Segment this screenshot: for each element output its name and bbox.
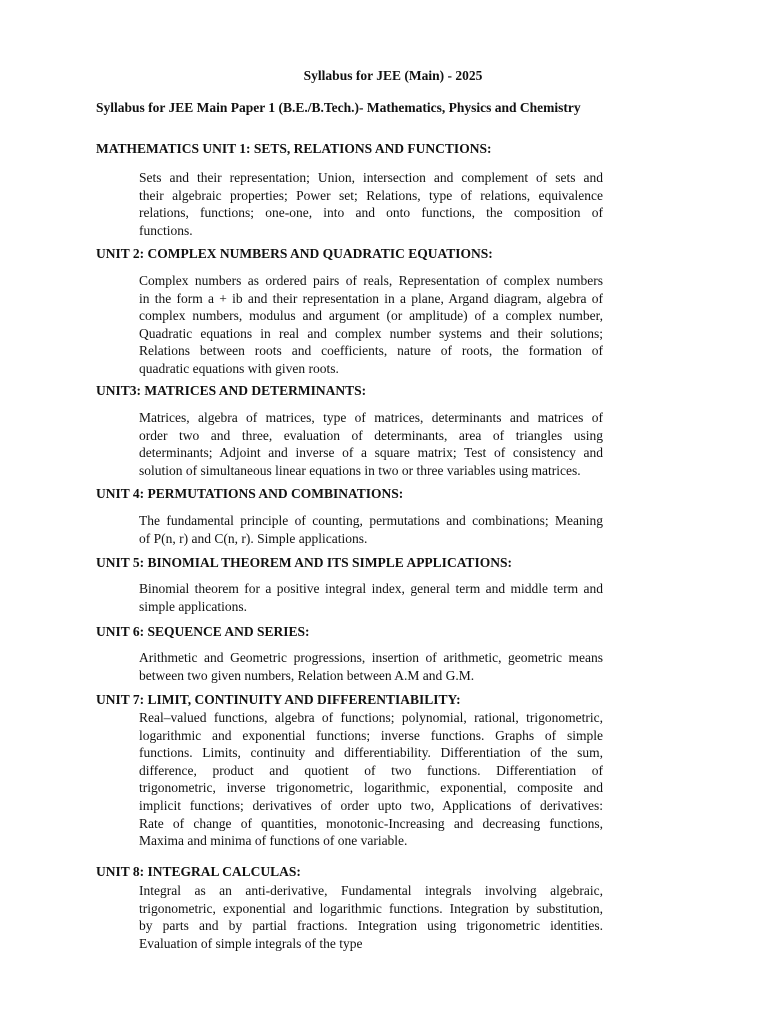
text-line: determinants; Adjoint and inverse of a square matrix; Test of consistency and <box>139 445 603 461</box>
unit-7-body <box>139 709 603 850</box>
unit-8-heading: UNIT 8: INTEGRAL CALCULAS: <box>96 864 301 879</box>
text-line: functions. <box>139 222 193 238</box>
document-title: Syllabus for JEE (Main) - 2025 <box>303 68 483 83</box>
text-line: Arithmetic and Geometric progressions, insertion of arithmetic, geometric means <box>139 650 603 665</box>
text-line: between two given numbers, Relation between A.M and G.M. <box>139 667 475 683</box>
unit-2-body <box>139 272 603 378</box>
text-line: quadratic equations with given roots. <box>139 360 339 376</box>
text-line: solution of simultaneous linear equations in two or three variables using matrices. <box>139 462 581 478</box>
text-line: Evaluation of simple integrals of the type <box>139 935 363 951</box>
text-line: Relations between roots and coefficients, nature of roots, the formation of <box>139 343 603 359</box>
text-line: Maxima and minima of functions of one variable. <box>139 833 408 849</box>
text-line: Sets and their representation; Union, intersection and complement of sets and <box>139 170 603 185</box>
unit-3-body <box>139 409 603 479</box>
text-line: functions. Limits, continuity and differentiability. Differentiation of the sum, <box>139 745 603 761</box>
unit-1-heading: MATHEMATICS UNIT 1: SETS, RELATIONS AND FUNCTIONS: <box>96 141 492 156</box>
text-line: trigonometric, inverse trigonometric, logarithmic, exponential, composite and <box>139 780 603 796</box>
text-line: logarithmic and exponential functions; inverse functions. Graphs of simple <box>139 727 603 743</box>
document-subtitle: Syllabus for JEE Main Paper 1 (B.E./B.Tech.)- Mathematics, Physics and Chemistry <box>96 100 581 115</box>
unit-8-body <box>139 882 603 952</box>
text-line: Complex numbers as ordered pairs of reals, Representation of complex numbers <box>139 273 603 288</box>
unit-6-body <box>139 649 603 684</box>
unit-6-heading: UNIT 6: SEQUENCE AND SERIES: <box>96 624 310 639</box>
text-line: relations, functions; one-one, into and onto functions, the composition of <box>139 205 603 221</box>
text-line: Quadratic equations in real and complex number systems and their solutions; <box>139 325 603 341</box>
unit-5-body <box>139 580 603 615</box>
text-line: Matrices, algebra of matrices, type of matrices, determinants and matrices of <box>139 410 603 425</box>
text-line: trigonometric, exponential and logarithmic functions. Integration by substitution, <box>139 900 603 916</box>
unit-4-heading: UNIT 4: PERMUTATIONS AND COMBINATIONS: <box>96 486 404 501</box>
unit-1-body <box>139 169 603 239</box>
text-line: Rate of change of quantities, monotonic-Increasing and decreasing functions, <box>139 815 603 831</box>
text-line: in the form a + ib and their representation in a plane, Argand diagram, algebra of <box>139 290 603 306</box>
text-line: simple applications. <box>139 598 247 614</box>
unit-3-heading: UNIT3: MATRICES AND DETERMINANTS: <box>96 383 367 398</box>
text-line: complex numbers, modulus and argument (or amplitude) of a complex number, <box>139 308 603 324</box>
text-line: by parts and by partial fractions. Integration using trigonometric identities. <box>139 918 603 934</box>
unit-5-heading: UNIT 5: BINOMIAL THEOREM AND ITS SIMPLE APPLICATIONS: <box>96 555 512 570</box>
text-line: Binomial theorem for a positive integral index, general term and middle term and <box>139 581 603 596</box>
text-line: The fundamental principle of counting, permutations and combinations; Meaning <box>139 513 603 528</box>
unit-2-heading: UNIT 2: COMPLEX NUMBERS AND QUADRATIC EQUATIONS: <box>96 246 493 261</box>
text-line: of P(n, r) and C(n, r). Simple applications. <box>139 530 368 546</box>
unit-7-heading: UNIT 7: LIMIT, CONTINUITY AND DIFFERENTIABILITY: <box>96 692 461 707</box>
text-line: difference, product and quotient of two functions. Differentiation of <box>139 762 603 778</box>
unit-4-body <box>139 512 603 547</box>
text-line: implicit functions; derivatives of order upto two, Applications of derivatives: <box>139 797 603 813</box>
text-line: order two and three, evaluation of determinants, area of triangles using <box>139 427 603 443</box>
text-line: Real–valued functions, algebra of functions; polynomial, rational, trigonometric, <box>139 710 603 725</box>
text-line: their algebraic properties; Power set; Relations, type of relations, equivalence <box>139 187 603 203</box>
text-line: Integral as an anti-derivative, Fundamental integrals involving algebraic, <box>139 883 603 898</box>
